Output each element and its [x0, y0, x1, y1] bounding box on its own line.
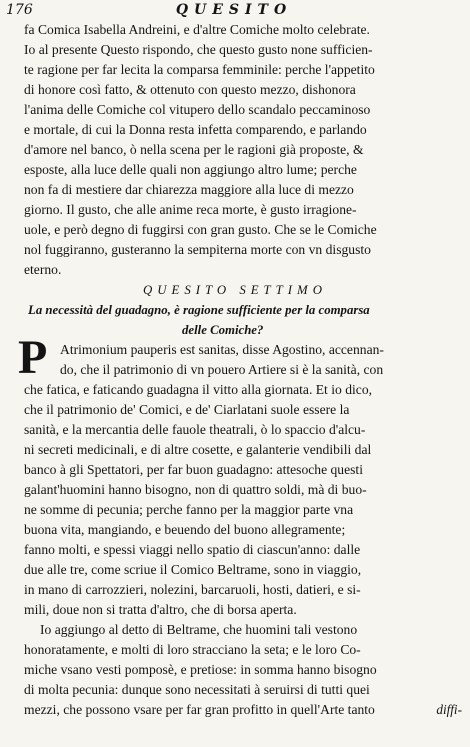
running-title: QUESITO: [175, 2, 293, 18]
text-line: che il patrimonio de' Comici, e de' Ciarlatani suole essere la: [24, 402, 350, 417]
text-line: ne somme di pecunia; perche fanno per la maggior parte vna: [24, 502, 354, 517]
text-line: Atrimonium pauperis est sanitas, disse Agostino, accennan-: [60, 342, 384, 357]
text-line: d'amore nel banco, ò nella scena per le ragioni già proposte, &: [24, 142, 364, 157]
text-line: due alle tre, come scriue il Comico Beltrame, sono in viaggio,: [24, 562, 362, 577]
text-line: Io aggiungo al detto di Beltrame, che huomini tali vestono: [40, 622, 358, 637]
text-line: galant'huomini hanno bisogno, non di quattro soldi, mà di buo-: [24, 482, 367, 497]
text-line: miche vsano vesti pomposè, e pretiose: in somma hanno bisogno: [24, 662, 377, 677]
text-line: l'anima delle Comiche col vitupero dello scandalo peccaminoso: [24, 102, 371, 117]
text-line: mezzi, che possono vsare per far gran profitto in quell'Arte tanto: [24, 702, 375, 717]
text-line: ni secreti medicinali, e di altre cosette, e galanterie vendibili dal: [24, 442, 372, 457]
caption-line: delle Comiche?: [182, 323, 264, 337]
text-line: in mano di carrozzieri, nolezini, barcaruoli, hosti, datieri, e si-: [24, 582, 361, 597]
text-line: te ragione per far lecita la comparsa femminile: perche l'appetito: [24, 62, 375, 77]
text-line: che fatica, e faticando guadagna il vitto alla giornata. Et io dico,: [24, 382, 373, 397]
text-line: fanno molti, e spessi viaggi nello spatio di ciascun'anno: dalle: [24, 542, 361, 557]
caption-line: La necessità del guadagno, è ragione sufficiente per la comparsa: [28, 303, 370, 317]
text-line: sanità, e la mercantia delle fauole theatrali, ò lo spaccio d'alcu-: [24, 422, 366, 437]
running-head: [6, 2, 462, 20]
section-heading: QUESITO SETTIMO: [143, 283, 327, 297]
catchword: diffi-: [436, 702, 462, 717]
text-line: fa Comica Isabella Andreini, e d'altre Comiche molto celebrate.: [24, 22, 370, 37]
text-line: banco à gli Spettatori, per far buon guadagno: attesoche questi: [24, 462, 363, 477]
text-line: do, che il patrimonio di vn pouero Artiere si è la sanità, con: [60, 362, 384, 377]
text-line: e mortale, di cui la Donna resta infetta comparendo, e parlando: [24, 122, 367, 137]
text-line: non fa di mestiere dar chiarezza maggiore alla luce di mezzo: [24, 182, 354, 197]
text-line: nol fuggiranno, gusteranno la sempiterna morte con vn disgusto: [24, 242, 371, 257]
text-line: di honore così fatto, & ottenuto con questo mezzo, dishonora: [24, 82, 356, 97]
text-line: esposte, alla luce delle quali non aggiungo altro lume; perche: [24, 162, 357, 177]
drop-cap: P: [18, 331, 48, 384]
text-line: buona vita, mangiando, e beuendo del buono allegramente;: [24, 522, 346, 537]
text-line: Io al presente Questo rispondo, che questo gusto none sufficien-: [24, 42, 373, 57]
page-number: 176: [6, 2, 33, 18]
text-line: eterno.: [24, 262, 62, 277]
text-line: giorno. Il gusto, che alle anime reca morte, è gusto irragione-: [24, 202, 357, 217]
text-line: di molta pecunia: dunque sono necessitati à seruirsi di tutti quei: [24, 682, 370, 697]
text-line: mili, doue non si tratta d'altro, che di borsa aperta.: [24, 602, 297, 617]
text-line: uole, e però degno di fuggirsi con gran gusto. Che se le Comiche: [24, 222, 377, 237]
text-line: honoratamente, e molti di loro stracciano la seta; e le loro Co-: [24, 642, 361, 657]
